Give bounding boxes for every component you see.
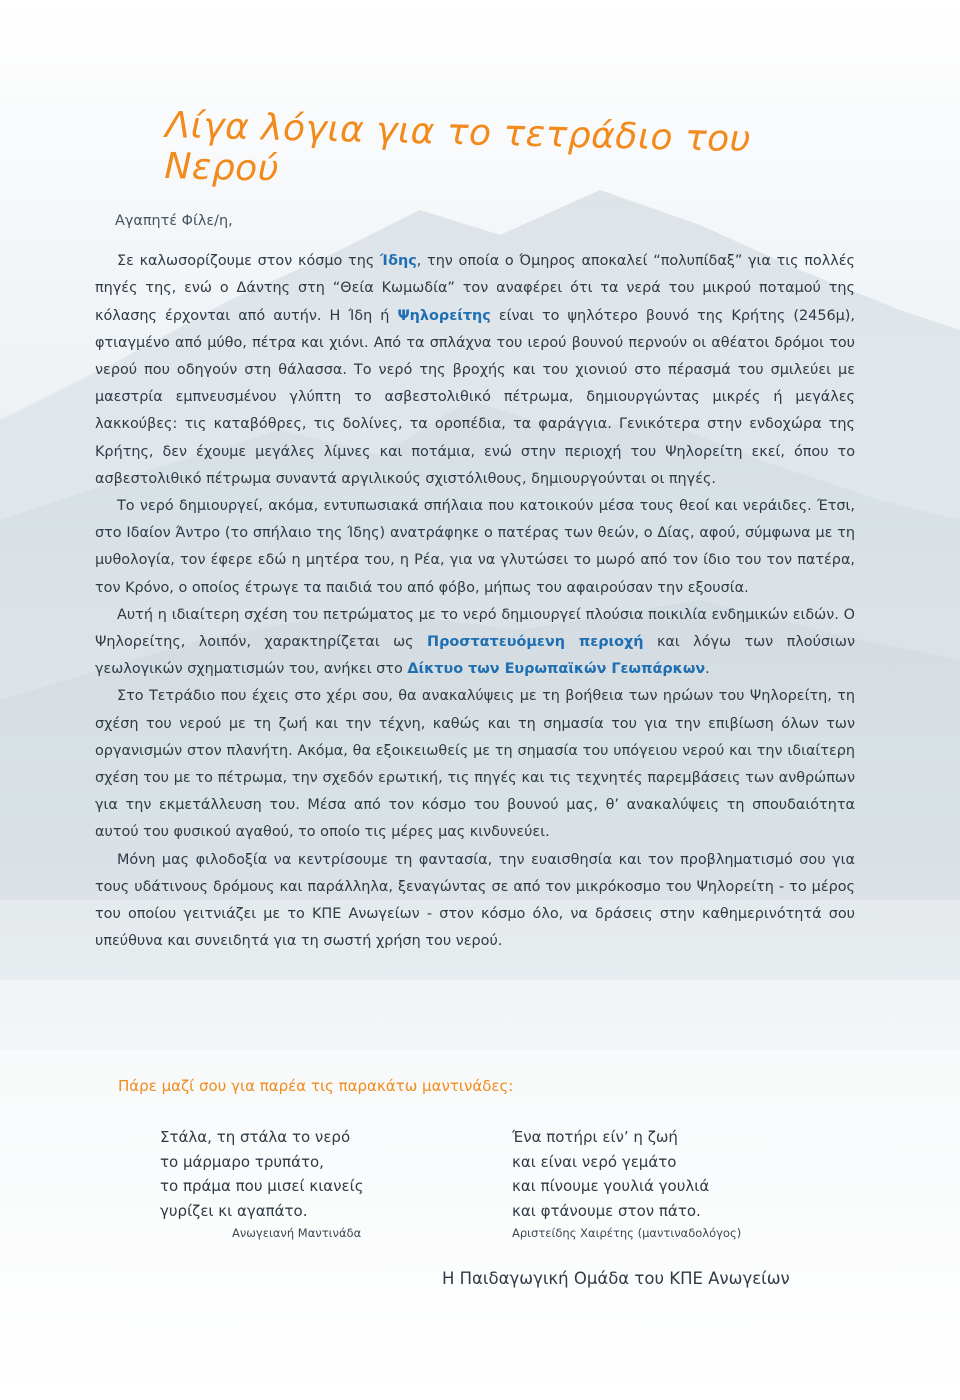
paragraph-ambition: Μόνη μας φιλοδοξία να κεντρίσουμε τη φαντασία, την ευαισθησία και τον προβληματισμό σου για τους υδάτινους δρόμους και παράλληλα, ξεναγώντας σε από τον μικρόκοσμο του Ψηλορείτη - το μέρος του οποίου γειτνιάζει με το ΚΠΕ Ανωγείων - στον κόσμο όλο, να δράσεις στην καθημερινότητά σου υπεύθυνα και συνειδητά για τη σωστή χρήση του νερού. [95, 851, 855, 950]
paragraph-geopark: Αυτή η ιδιαίτερη σχέση του πετρώματος με το νερό δημιουργεί πλούσια ποικιλία ενδημικών ειδών. Ο Ψηλορείτης, λοιπόν, χαρακτηρίζεται ως Προστατευόμενη περιοχή και λόγω των πλούσιων γεωλογικών σχηματισμών του, ανήκει στο Δίκτυο των Ευρωπαϊκών Γεωπάρκων. [95, 606, 855, 678]
poem-line: Ένα ποτήρι είν’ η ζωή [512, 1128, 678, 1146]
highlight-geoparks-network: Δίκτυο των Ευρωπαϊκών Γεωπάρκων [407, 661, 706, 678]
greeting: Αγαπητέ Φίλε/η, [115, 213, 233, 229]
poem-right [512, 1125, 842, 1223]
highlight-idi: Ίδης [379, 253, 417, 270]
paragraph-caves: Το νερό δημιουργεί, ακόμα, εντυπωσιακά σπήλαια που κατοικούν μέσα τους θεοί και νεράιδες. Έτσι, στο Ιδαίον Άντρο (το σπήλαιο της Ίδης) ανατράφηκε ο πατέρας των θεών, ο Δίας, αφού, σύμφωνα με τη μυθολογία, τον έφερε εδώ η μητέρα του, η Ρέα, για να γλυτώσει το μωρό από τον ίδιο του τον πατέρα, τον Κρόνο, ο οποίος έτρωγε τα παιδιά του από φόβο, μήπως του αφαιρούσαν την εξουσία. [95, 498, 855, 596]
poem-left-attribution: Ανωγειανή Μαντινάδα [232, 1226, 362, 1240]
signature: Η Παιδαγωγική Ομάδα του ΚΠΕ Ανωγείων [442, 1269, 790, 1288]
poem-line: και είναι νερό γεμάτο [512, 1152, 677, 1171]
poem-left [160, 1125, 480, 1223]
paragraph-intro: Σε καλωσορίζουμε στον κόσμο της Ίδης, την οποία ο Όμηρος αποκαλεί “πολυπίδαξ” για τις πολλές πηγές της, ενώ ο Δάντης στη “Θεία Κωμωδία” τον αναφέρει ότι τα νερά του μικρού ποταμού της κόλασης έρχονται από αυτήν. Η Ίδη ή Ψηλορείτης είναι το ψηλότερο βουνό της Κρήτης (2456μ), φτιαγμένο από μύθο, πέτρα και χιόνι. Από τα σπλάχνα του ιερού βουνού περνούν οι αθέατοι δρόμοι του νερού που οδηγούν στη θάλασσα. Το νερό της βροχής και του χιονιού στο πέρασμά του σμιλεύει με μαεστρία εμπνευσμένου γλύπτη το ασβεστολιθικό πέτρωμα, δημιουργώντας μικρές ή μεγάλες λακκούβες: τις καταβόθρες, τις δολίνες, τα οροπέδια, τα φαράγγια. Γενικότερα στην ενδοχώρα της Κρήτης, δεν έχουμε μεγάλες λίμνες και ποτάμια, ενώ στην περιοχή του Ψηλορείτη εκεί, όπου το ασβεστολιθικό πέτρωμα συναντά αργιλικούς σχιστόλιθους, δημιουργούνται οι πηγές. [95, 253, 855, 487]
poem-line: και πίνουμε γουλιά γουλιά [512, 1177, 710, 1195]
mantinades-callout: Πάρε μαζί σου για παρέα τις παρακάτω μαντινάδες: [118, 1077, 514, 1095]
letter-body [95, 208, 855, 955]
page-title: Λίγα λόγια για το τετράδιο του Νερού [163, 105, 752, 190]
highlight-psiloritis: Ψηλορείτης [397, 307, 491, 324]
poem-line: το πράμα που μισεί κιανείς [160, 1177, 364, 1195]
poem-line: γυρίζει κι αγαπάτο. [160, 1201, 308, 1220]
highlight-protected-area: Προστατευόμενη περιοχή [427, 634, 644, 651]
poem-line: Στάλα, τη στάλα το νερό [160, 1128, 351, 1146]
poem-right-attribution: Αριστείδης Χαιρέτης (μαντιναδολόγος) [512, 1226, 742, 1240]
poem-line: και φτάνουμε στον πάτο. [512, 1201, 701, 1220]
paragraph-notebook: Στο Τετράδιο που έχεις στο χέρι σου, θα ανακαλύψεις με τη βοήθεια των ηρώων του Ψηλορείτη, τη σχέση του νερού με τη ζωή και την τέχνη, καθώς και τη σημασία του για την επιβίωση όλων των οργανισμών στον πλανήτη. Ακόμα, θα εξοικειωθείς με τη σημασία του υπόγειου νερού και την ιδιαίτερη σχέση του με το πέτρωμα, την σχεδόν ερωτική, τις πηγές και τις τεχνητές παρεμβάσεις των ανθρώπων για την εκμετάλλευση του. Μέσα από τον κόσμο του βουνού μας, θ’ ανακαλύψεις τη σπουδαιότητα αυτού του φυσικού αγαθού, το οποίο τις μέρες μας κινδυνεύει. [95, 688, 855, 841]
poem-line: το μάρμαρο τρυπάτο, [160, 1152, 324, 1171]
